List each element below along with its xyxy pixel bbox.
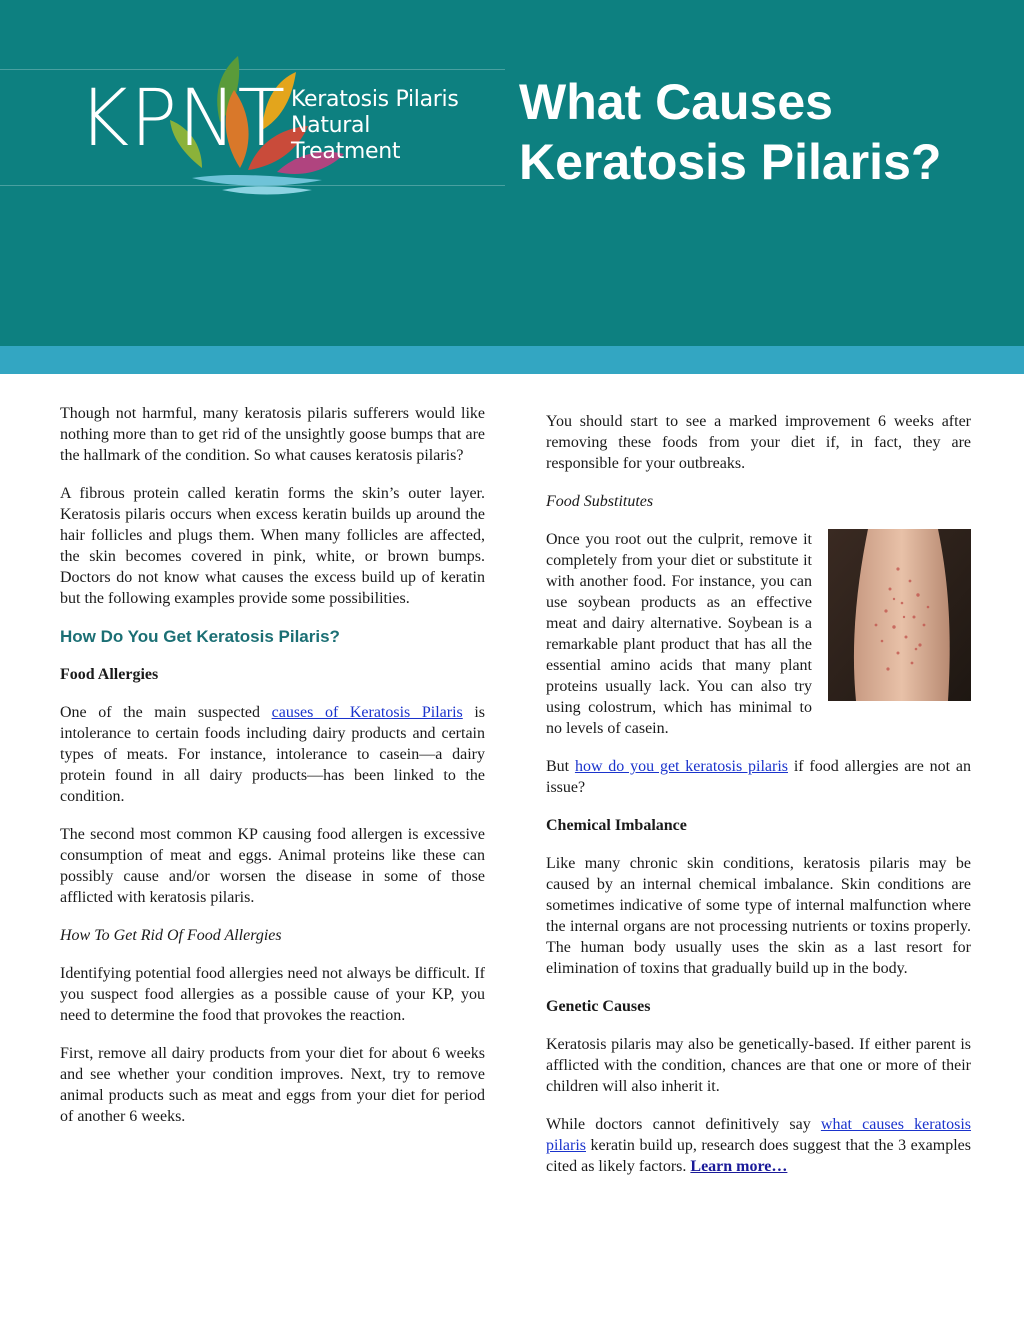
- chemical-paragraph: Like many chronic skin conditions, keratosis pilaris may be caused by an internal chemical imbalance. Skin conditions are sometimes indicative of some type of internal malfunction where the internal organs are not processing nutrients or toxins properly. The human body usually uses the skin as a last resort for elimination of toxins that gradually build up in the body.: [546, 855, 971, 977]
- conclusion-pre: While doctors cannot definitively say: [546, 1116, 821, 1133]
- genetic-paragraph: Keratosis pilaris may also be genetically-based. If either parent is afflicted with the condition, chances are that one or more of their children will also inherit it.: [546, 1036, 971, 1095]
- kpnt-logo[interactable]: [72, 50, 482, 200]
- identify-paragraph: Identifying potential food allergies need not always be difficult. If you suspect food allergies as a possible cause of your KP, you need to determine the food that provokes the reaction.: [60, 965, 485, 1024]
- how-get-kp-link[interactable]: how do you get keratosis pilaris: [574, 758, 788, 775]
- subheading-chemical-imbalance: Chemical Imbalance: [546, 817, 687, 834]
- not-allergies-paragraph: [546, 756, 971, 798]
- skin-photo: [828, 529, 971, 701]
- not-allergies-pre: But: [546, 758, 575, 775]
- logo-tagline-line2: Natural Treatment: [291, 113, 401, 164]
- right-column: [546, 411, 971, 1194]
- conclusion-paragraph: [546, 1114, 971, 1177]
- remove-dairy-paragraph: First, remove all dairy products from your diet for about 6 weeks and see whether your condition improves. Next, try to remove animal products such as meat and eggs from your diet for period of another 6 weeks.: [60, 1045, 485, 1125]
- learn-more-link[interactable]: Learn more…: [690, 1158, 788, 1175]
- logo-wordmark: KPNT: [78, 74, 287, 164]
- what-causes-link[interactable]: what causes keratosis pilaris: [546, 1116, 972, 1154]
- substitutes-text: Once you root out the culprit, remove it completely from your diet or substitute it with another food. For instance, you can use soybean products as an effective meat and dairy alternative. Soybean is a remarkable plant product that has all the essential amino acids that many plant proteins usually lack. You can also try using colostrum, which has minimal to no levels of casein.: [546, 531, 812, 737]
- subheading-get-rid: How To Get Rid Of Food Allergies: [60, 927, 282, 944]
- skin-bumps-image: [828, 529, 971, 701]
- keratin-paragraph: A fibrous protein called keratin forms the skin’s outer layer. Keratosis pilaris occurs when excess keratin builds up around the hair follicles and plugs them. When many follicles are affected, the skin becomes covered in pink, white, or brown bumps. Doctors do not know what causes the excess build up of keratin but the following examples provide some possibilities.: [60, 485, 485, 607]
- left-column: [60, 403, 485, 1144]
- casein-text-pre: One of the main suspected: [60, 704, 272, 721]
- logo-tagline: [291, 87, 482, 165]
- meat-eggs-paragraph: The second most common KP causing food allergen is excessive consumption of meat and eggs. Animal proteins like these can possibly cause and/or worsen the disease in some of those afflicted with keratosis pilaris.: [60, 826, 485, 906]
- subheading-food-allergies: Food Allergies: [60, 666, 159, 683]
- improvement-paragraph: You should start to see a marked improvement 6 weeks after removing these foods from your diet if, in fact, they are responsible for your outbreaks.: [546, 413, 971, 472]
- page-title-line1: What Causes: [519, 74, 833, 130]
- subheading-genetic-causes: Genetic Causes: [546, 998, 651, 1015]
- logo-tagline-line1: Keratosis Pilaris: [291, 87, 459, 112]
- casein-paragraph: [60, 702, 485, 807]
- substitutes-paragraph: [546, 529, 971, 739]
- section-heading: How Do You Get Keratosis Pilaris?: [60, 627, 340, 646]
- intro-paragraph: Though not harmful, many keratosis pilaris sufferers would like nothing more than to get rid of the unsightly goose bumps that are the hallmark of the condition. So what causes keratosis pilaris?: [60, 405, 485, 464]
- page-title: [519, 72, 999, 192]
- casein-text-post: is intolerance to certain foods including dairy products and certain types of meats. For instance, intolerance to casein—a dairy protein found in all dairy products—has been linked to the condition.: [60, 704, 485, 805]
- conclusion-mid: keratin build up, research does suggest that the 3 examples cited as likely factors.: [546, 1137, 971, 1175]
- page-title-line2: Keratosis Pilaris?: [519, 134, 942, 190]
- subheading-food-substitutes: Food Substitutes: [546, 493, 654, 510]
- header-strip: [0, 346, 1024, 374]
- causes-link[interactable]: causes of Keratosis Pilaris: [271, 704, 463, 721]
- not-allergies-post: if food allergies are not an issue?: [546, 758, 971, 796]
